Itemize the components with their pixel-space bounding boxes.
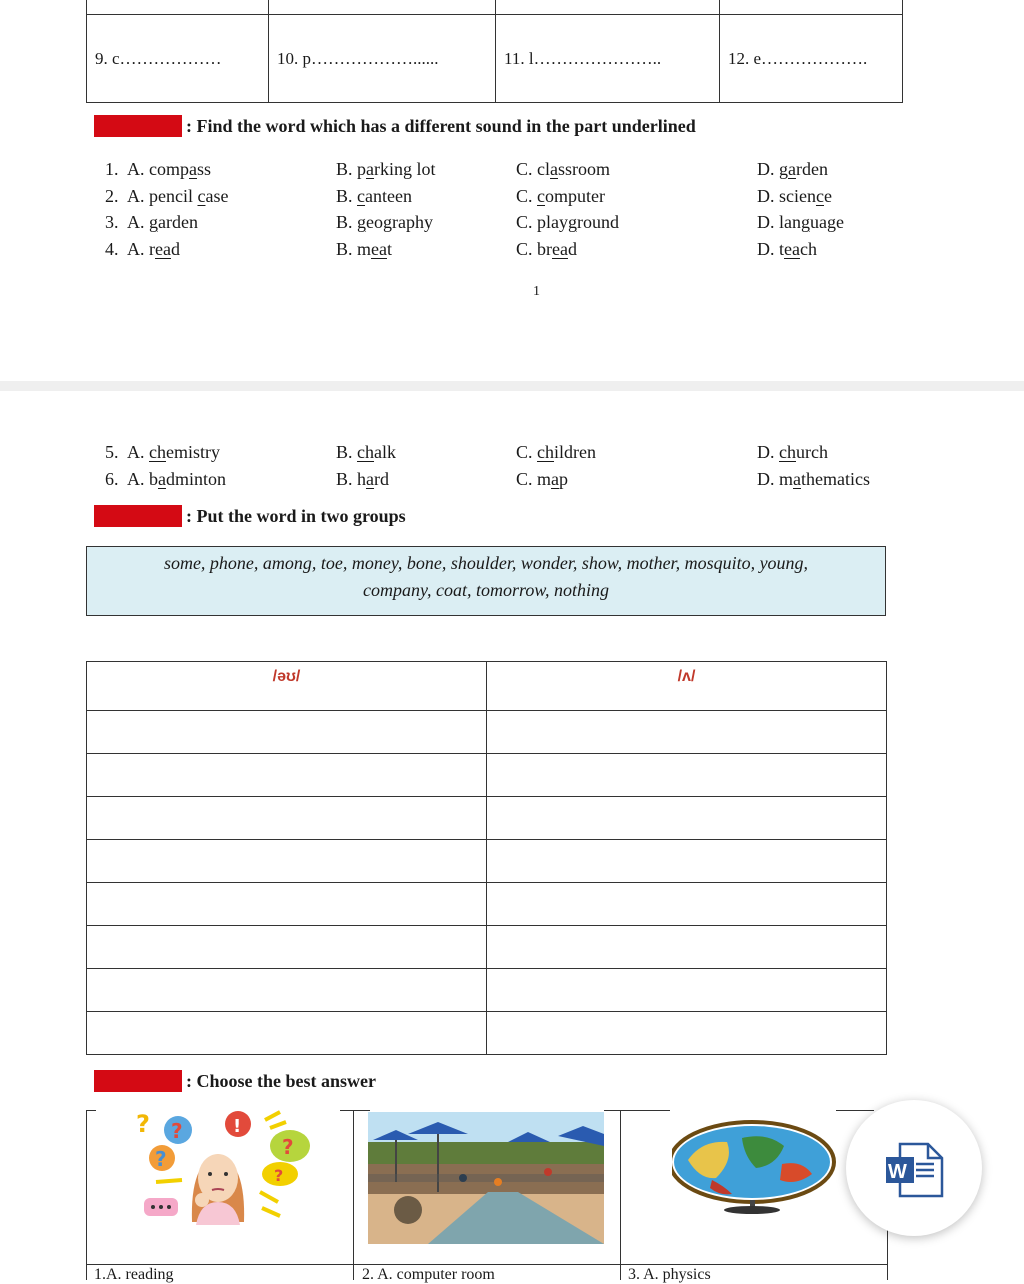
caption-2: 2. A. computer room xyxy=(362,1266,495,1283)
underlined-part: ea xyxy=(552,239,568,259)
question-number: 2. xyxy=(105,186,119,206)
option-text: D. lan xyxy=(757,212,801,232)
option-text: ildren xyxy=(554,442,597,462)
svg-text:?: ? xyxy=(274,1166,284,1185)
option-text: ase xyxy=(205,186,229,206)
answer-option-d[interactable] xyxy=(757,440,828,464)
underlined-part: ea xyxy=(784,239,800,259)
answer-option-d[interactable] xyxy=(757,237,817,261)
page-break xyxy=(0,381,1024,391)
underlined-part: a xyxy=(550,159,558,179)
underlined-part: ea xyxy=(371,239,387,259)
group-cell[interactable] xyxy=(87,797,487,840)
group-cell[interactable] xyxy=(487,883,887,926)
answer-option-d[interactable] xyxy=(757,467,870,491)
option-text: A. b xyxy=(127,469,158,489)
underlined-part: a xyxy=(158,469,166,489)
option-text: uage xyxy=(810,212,844,232)
caption-row-line xyxy=(86,1264,888,1265)
word-document-icon xyxy=(884,1142,944,1198)
option-text: C. m xyxy=(516,469,552,489)
answer-option-d[interactable] xyxy=(757,184,832,208)
option-text: A. xyxy=(127,442,149,462)
option-text: rden xyxy=(796,159,828,179)
option-text: eography xyxy=(366,212,433,232)
underlined-part: c xyxy=(537,186,546,206)
underlined-part: g xyxy=(357,212,367,232)
heading-redaction-block xyxy=(94,115,182,137)
option-text: round xyxy=(577,212,619,232)
option-text: p xyxy=(559,469,569,489)
question-number: 1. xyxy=(105,159,119,179)
group-cell[interactable] xyxy=(487,797,887,840)
answer-option-b[interactable] xyxy=(336,157,436,181)
answer-option-b[interactable] xyxy=(336,210,433,234)
option-text: C. xyxy=(516,186,538,206)
group-cell[interactable] xyxy=(87,1012,487,1055)
answer-option-b[interactable] xyxy=(336,467,389,491)
group-cell[interactable] xyxy=(87,883,487,926)
option-text: A. xyxy=(127,212,149,232)
caption-1: 1.A. reading xyxy=(94,1266,174,1283)
underlined-part: ch xyxy=(357,442,375,462)
fill-cell-10[interactable]: 10. p………………...... xyxy=(269,15,496,103)
underlined-part: ea xyxy=(155,239,171,259)
grid-border xyxy=(620,1110,621,1280)
answer-option-a[interactable] xyxy=(127,467,226,491)
svg-text:?: ? xyxy=(282,1135,294,1159)
option-text: e xyxy=(823,186,832,206)
underlined-part: c xyxy=(357,186,366,206)
playground-image xyxy=(368,1112,604,1244)
group-cell[interactable] xyxy=(487,754,887,797)
answer-option-c[interactable] xyxy=(516,210,619,234)
option-text: D. m xyxy=(757,469,793,489)
question-row xyxy=(105,237,925,261)
option-text: C. xyxy=(516,442,538,462)
svg-text:?: ? xyxy=(136,1110,150,1138)
answer-option-c[interactable] xyxy=(516,184,605,208)
top-cell-empty xyxy=(496,0,720,15)
underlined-part: a xyxy=(366,469,375,489)
option-text: ssroom xyxy=(558,159,611,179)
answer-option-d[interactable] xyxy=(757,157,828,181)
heading-redaction-block xyxy=(94,505,182,527)
top-cell-empty xyxy=(720,0,903,15)
group-cell[interactable] xyxy=(87,711,487,754)
caption-3: 3. A. physics xyxy=(628,1266,711,1283)
option-text: d xyxy=(567,239,577,259)
group-cell[interactable] xyxy=(487,1012,887,1055)
option-text: C. play xyxy=(516,212,568,232)
option-text: ch xyxy=(799,239,817,259)
answer-option-c[interactable] xyxy=(516,467,568,491)
group-cell[interactable] xyxy=(487,969,887,1012)
option-text: thematics xyxy=(801,469,870,489)
section-a-title: : Find the word which has a different sound in the part underlined xyxy=(186,115,696,136)
underlined-part: ch xyxy=(779,442,796,462)
grid-border xyxy=(86,1110,87,1280)
svg-text:?: ? xyxy=(171,1119,183,1143)
svg-text:?: ? xyxy=(155,1147,167,1171)
word-bank-box xyxy=(86,546,886,616)
underlined-part: c xyxy=(197,186,206,206)
section-a-heading xyxy=(94,114,696,138)
page-number: 1 xyxy=(533,284,540,299)
column-header-uh: /ʌ/ xyxy=(487,662,887,711)
underlined-part: a xyxy=(189,159,197,179)
group-cell[interactable] xyxy=(87,969,487,1012)
underlined-part: c xyxy=(815,186,824,206)
option-text: t xyxy=(387,239,393,259)
underlined-part: a xyxy=(788,159,796,179)
underlined-part: g xyxy=(801,212,810,232)
section-c-title: : Choose the best answer xyxy=(186,1070,376,1091)
option-text: B. p xyxy=(336,159,367,179)
option-text: ss xyxy=(197,159,212,179)
option-text: anteen xyxy=(365,186,412,206)
grid-top-line xyxy=(340,1110,370,1111)
option-text: alk xyxy=(374,442,397,462)
grid-top-line xyxy=(604,1110,670,1111)
option-text: B. m xyxy=(336,239,372,259)
answer-option-c[interactable] xyxy=(516,237,577,261)
option-text: urch xyxy=(796,442,828,462)
option-text: B. h xyxy=(336,469,367,489)
answer-option-a[interactable] xyxy=(127,184,228,208)
section-c-heading xyxy=(94,1069,376,1093)
option-text: emistry xyxy=(166,442,220,462)
grid-top-line xyxy=(836,1110,874,1111)
underlined-part: ch xyxy=(537,442,555,462)
answer-option-a[interactable] xyxy=(127,237,180,261)
grid-border xyxy=(353,1110,354,1280)
option-text: B. xyxy=(336,212,358,232)
question-row xyxy=(105,210,925,234)
answer-option-a[interactable] xyxy=(127,440,220,464)
question-number: 3. xyxy=(105,212,119,232)
underlined-part: a xyxy=(793,469,801,489)
group-cell[interactable] xyxy=(487,840,887,883)
word-bank-line-2: company, coat, tomorrow, nothing xyxy=(363,580,609,600)
option-text: A. comp xyxy=(127,159,189,179)
option-text: rking lot xyxy=(374,159,436,179)
option-text: D. g xyxy=(757,159,788,179)
answer-option-b[interactable] xyxy=(336,237,392,261)
grid-top-line xyxy=(86,1110,96,1111)
top-fill-table xyxy=(86,0,903,103)
svg-text:W: W xyxy=(888,1161,907,1183)
group-cell[interactable] xyxy=(87,840,487,883)
underlined-part: a xyxy=(366,159,375,179)
heading-redaction-block xyxy=(94,1070,182,1092)
fill-cell-11[interactable]: 11. l………………….. xyxy=(496,15,720,103)
option-text: C. br xyxy=(516,239,552,259)
answer-option-c[interactable] xyxy=(516,440,596,464)
sound-group-table xyxy=(86,661,887,1055)
word-document-button[interactable] xyxy=(846,1100,982,1236)
question-row xyxy=(105,157,925,181)
option-text: D. t xyxy=(757,239,784,259)
option-text: A. r xyxy=(127,239,155,259)
top-cell-empty xyxy=(269,0,496,15)
group-cell[interactable] xyxy=(487,926,887,969)
option-text: A. pencil xyxy=(127,186,198,206)
question-number: 5. xyxy=(105,442,119,462)
answer-option-a[interactable] xyxy=(127,157,211,181)
word-bank-line-1: some, phone, among, toe, money, bone, shoulder, wonder, show, mother, mosquito, young, xyxy=(163,553,809,573)
option-text: B. xyxy=(336,186,358,206)
question-row xyxy=(105,467,925,491)
question-number: 6. xyxy=(105,469,119,489)
underlined-part: ch xyxy=(149,442,166,462)
group-cell[interactable] xyxy=(87,926,487,969)
option-text: B. xyxy=(336,442,358,462)
group-cell[interactable] xyxy=(87,754,487,797)
underlined-part: a xyxy=(551,469,560,489)
svg-text:!: ! xyxy=(233,1116,242,1137)
option-text: arden xyxy=(158,212,198,232)
underlined-part: g xyxy=(568,212,577,232)
top-cell-empty xyxy=(87,0,269,15)
answer-option-d[interactable] xyxy=(757,210,844,234)
option-text: dminton xyxy=(166,469,227,489)
fill-cell-9[interactable]: 9. c……………… xyxy=(87,15,269,103)
globe-image xyxy=(672,1120,837,1215)
option-text: D. xyxy=(757,442,779,462)
option-text: D. scien xyxy=(757,186,816,206)
option-text: rd xyxy=(374,469,390,489)
option-text: C. cl xyxy=(516,159,550,179)
answer-option-a[interactable] xyxy=(127,210,198,234)
fill-cell-12[interactable]: 12. e………………. xyxy=(720,15,903,103)
section-b-title: : Put the word in two groups xyxy=(186,505,406,526)
question-number: 4. xyxy=(105,239,119,259)
column-header-ou: /əʊ/ xyxy=(87,662,487,711)
thinking-girl-image xyxy=(130,1110,320,1225)
option-text: omputer xyxy=(545,186,606,206)
section-b-heading xyxy=(94,504,406,528)
group-cell[interactable] xyxy=(487,711,887,754)
answer-option-c[interactable] xyxy=(516,157,610,181)
answer-option-b[interactable] xyxy=(336,184,412,208)
question-row xyxy=(105,184,925,208)
option-text: d xyxy=(170,239,180,259)
underlined-part: g xyxy=(149,212,158,232)
answer-option-b[interactable] xyxy=(336,440,396,464)
question-row xyxy=(105,440,925,464)
